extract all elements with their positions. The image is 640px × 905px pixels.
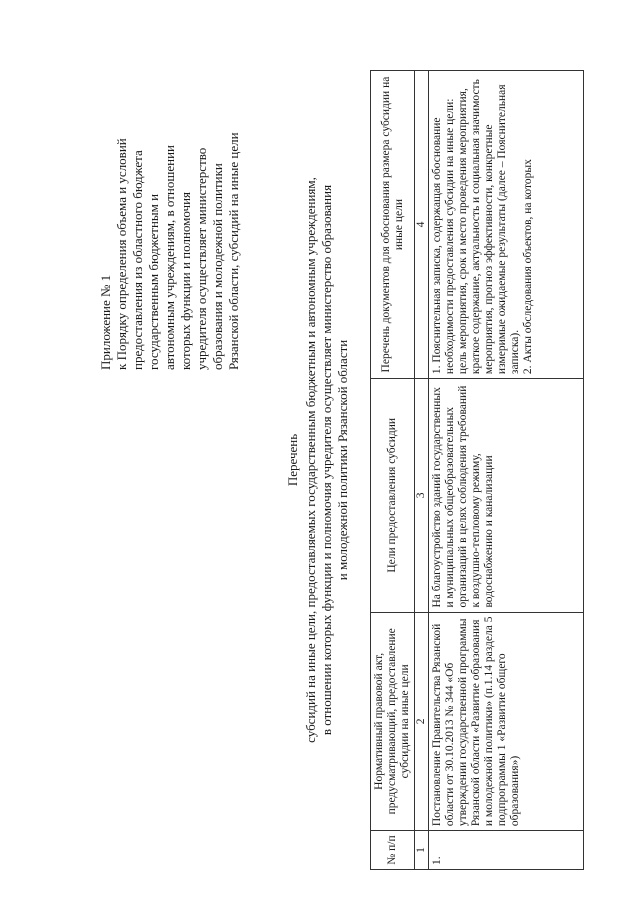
index-cell: 3 — [415, 379, 429, 612]
row-legal-act: Постановление Правительства Рязанской области от 30.10.2013 № 344 «Об утверждении государственной программы Рязанской области «Развитие образования и молодежной политики» (п.1.14 раздела 5 подпрограммы 1 «Развитие общего образования») — [429, 612, 584, 831]
appendix-line: предоставления из областного бюджета — [130, 150, 145, 370]
row-goal: На благоустройство зданий государственных и муниципальных общеобразовательных организаций в целях соблюдения требований к воздушно-тепловому режиму, водоснабжению и канализации — [429, 379, 584, 612]
row-documents — [429, 71, 584, 379]
index-cell: 2 — [415, 612, 429, 831]
title-line: в отношении которых функции и полномочия учредителя осуществляет министерство образования — [319, 184, 334, 736]
appendix-line: Рязанской области, субсидий на иные цели — [226, 132, 241, 370]
header-number: № п/п — [371, 831, 415, 870]
rotated-page — [40, 30, 600, 890]
title-line: субсидий на иные цели, предоставляемых государственным бюджетным и автономным учреждениям, — [303, 177, 318, 743]
title-heading: Перечень — [285, 433, 300, 487]
index-cell: 1 — [415, 831, 429, 870]
index-row — [415, 71, 429, 870]
document-item: 2. Акты обследования объектов, на которых — [522, 159, 534, 375]
appendix-line: которых функции и полномочия — [178, 191, 193, 370]
appendix-line: автономным учреждениям, в отношении — [162, 145, 177, 370]
header-goals: Цели предоставления субсидии — [371, 379, 415, 612]
header-legal-act: Нормативный правовой акт, предусматривающий, предоставление субсидии на иные цели — [371, 612, 415, 831]
document-title — [285, 30, 351, 890]
appendix-line: к Порядку определения объема и условий — [114, 138, 129, 370]
row-number: 1. — [429, 831, 584, 870]
appendix-line: учредителя осуществляет министерство — [194, 147, 209, 370]
table-header-row — [371, 71, 415, 870]
subsidy-table — [370, 70, 584, 870]
document-item: 1. Пояснительная записка, содержащая обоснование необходимости предоставления субсидии на иные цели: цель мероприятия, срок и место проведения мероприятия, краткое содержание, актуальность и социальная значимость мероприятия, прогноз эффективности, конкретные измеримые ожидаемые результаты (далее – Пояснительная записка). — [431, 79, 521, 375]
appendix-line: государственным бюджетным и — [146, 193, 161, 370]
index-cell: 4 — [415, 71, 429, 379]
appendix-line: образования и молодежной политики — [210, 163, 225, 370]
table-row — [429, 71, 584, 870]
title-line: и молодежной политики Рязанской области — [335, 339, 350, 581]
header-documents: Перечень документов для обоснования размера субсидии на иные цели — [371, 71, 415, 379]
appendix-number: Приложение № 1 — [98, 274, 113, 370]
appendix-block — [98, 40, 242, 370]
